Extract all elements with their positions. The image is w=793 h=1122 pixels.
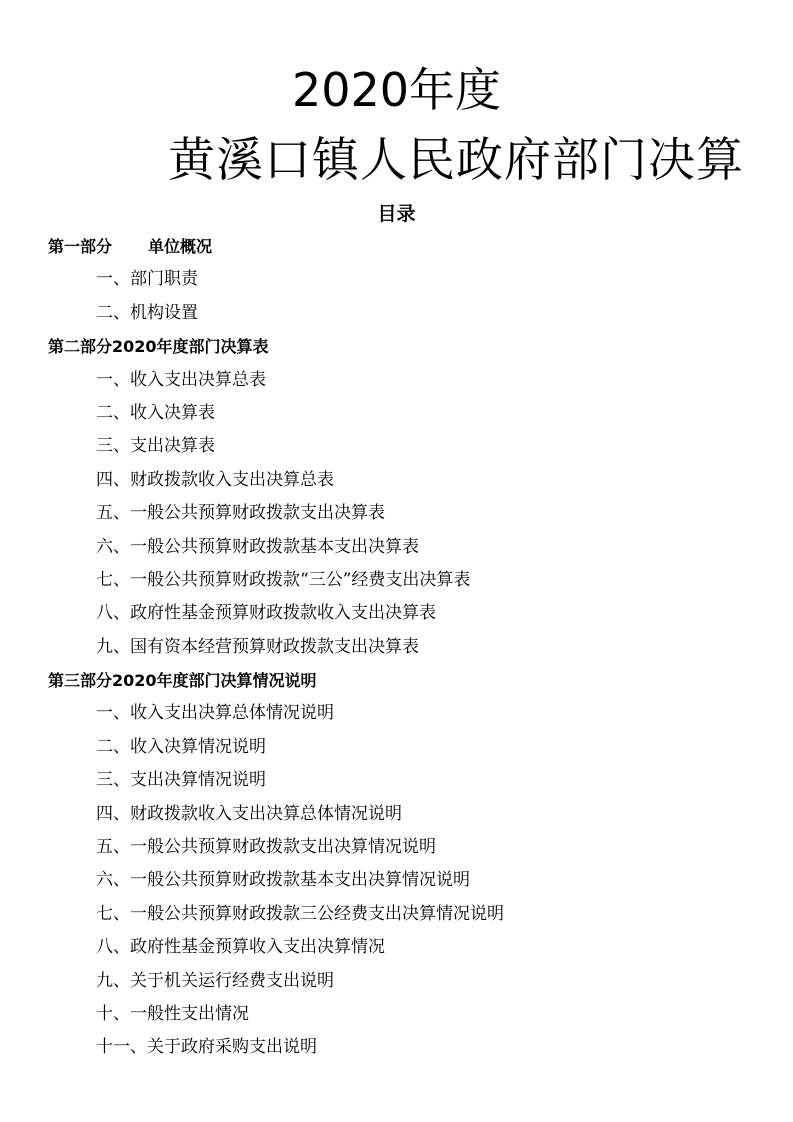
toc-item: 七、一般公共预算财政拨款“三公”经费支出决算表 — [96, 569, 471, 590]
toc-item: 二、机构设置 — [96, 302, 198, 323]
part-1-name: 单位概况 — [148, 237, 213, 256]
toc-item: 二、收入决算情况说明 — [96, 736, 266, 757]
toc-item: 五、一般公共预算财政拨款支出决算情况说明 — [96, 837, 436, 858]
part-1-label: 第一部分 — [48, 237, 113, 256]
toc-item: 四、财政拨款收入支出决算总体情况说明 — [96, 803, 402, 824]
toc-item: 九、关于机关运行经费支出说明 — [96, 970, 334, 991]
toc-item: 一、部门职责 — [96, 269, 198, 290]
toc-item: 十一、关于政府采购支出说明 — [96, 1037, 317, 1058]
toc-item: 十、一般性支出情况 — [96, 1003, 249, 1024]
toc-item: 六、一般公共预算财政拨款基本支出决算情况说明 — [96, 870, 470, 891]
toc-item: 三、支出决算情况说明 — [96, 770, 266, 791]
toc-item: 三、支出决算表 — [96, 436, 215, 457]
toc-item: 九、国有资本经营预算财政拨款支出决算表 — [96, 636, 419, 657]
toc-item: 五、一般公共预算财政拨款支出决算表 — [96, 503, 385, 524]
toc-item: 二、收入决算表 — [96, 402, 215, 423]
toc-part-2: 第二部分2020年度部门决算表 — [48, 337, 269, 357]
toc-heading: 目录 — [377, 203, 416, 225]
toc-item: 八、政府性基金预算收入支出决算情况 — [96, 937, 385, 958]
toc-item: 一、收入支出决算总体情况说明 — [96, 703, 334, 724]
toc-part-1 — [0, 230, 793, 263]
document-title-year — [0, 62, 793, 118]
toc-item: 四、财政拨款收入支出决算总表 — [96, 469, 334, 490]
title-year-text: 2020年度 — [291, 63, 502, 117]
toc-item: 八、政府性基金预算财政拨款收入支出决算表 — [96, 603, 436, 624]
toc-item: 一、收入支出决算总表 — [96, 369, 266, 390]
table-of-contents — [0, 230, 793, 1065]
toc-part-3: 第三部分2020年度部门决算情况说明 — [48, 671, 317, 691]
toc-item: 七、一般公共预算财政拨款三公经费支出决算情况说明 — [96, 903, 504, 924]
toc-item: 六、一般公共预算财政拨款基本支出决算表 — [96, 536, 419, 557]
document-title-main: 黄溪口镇人民政府部门决算 — [168, 133, 744, 188]
